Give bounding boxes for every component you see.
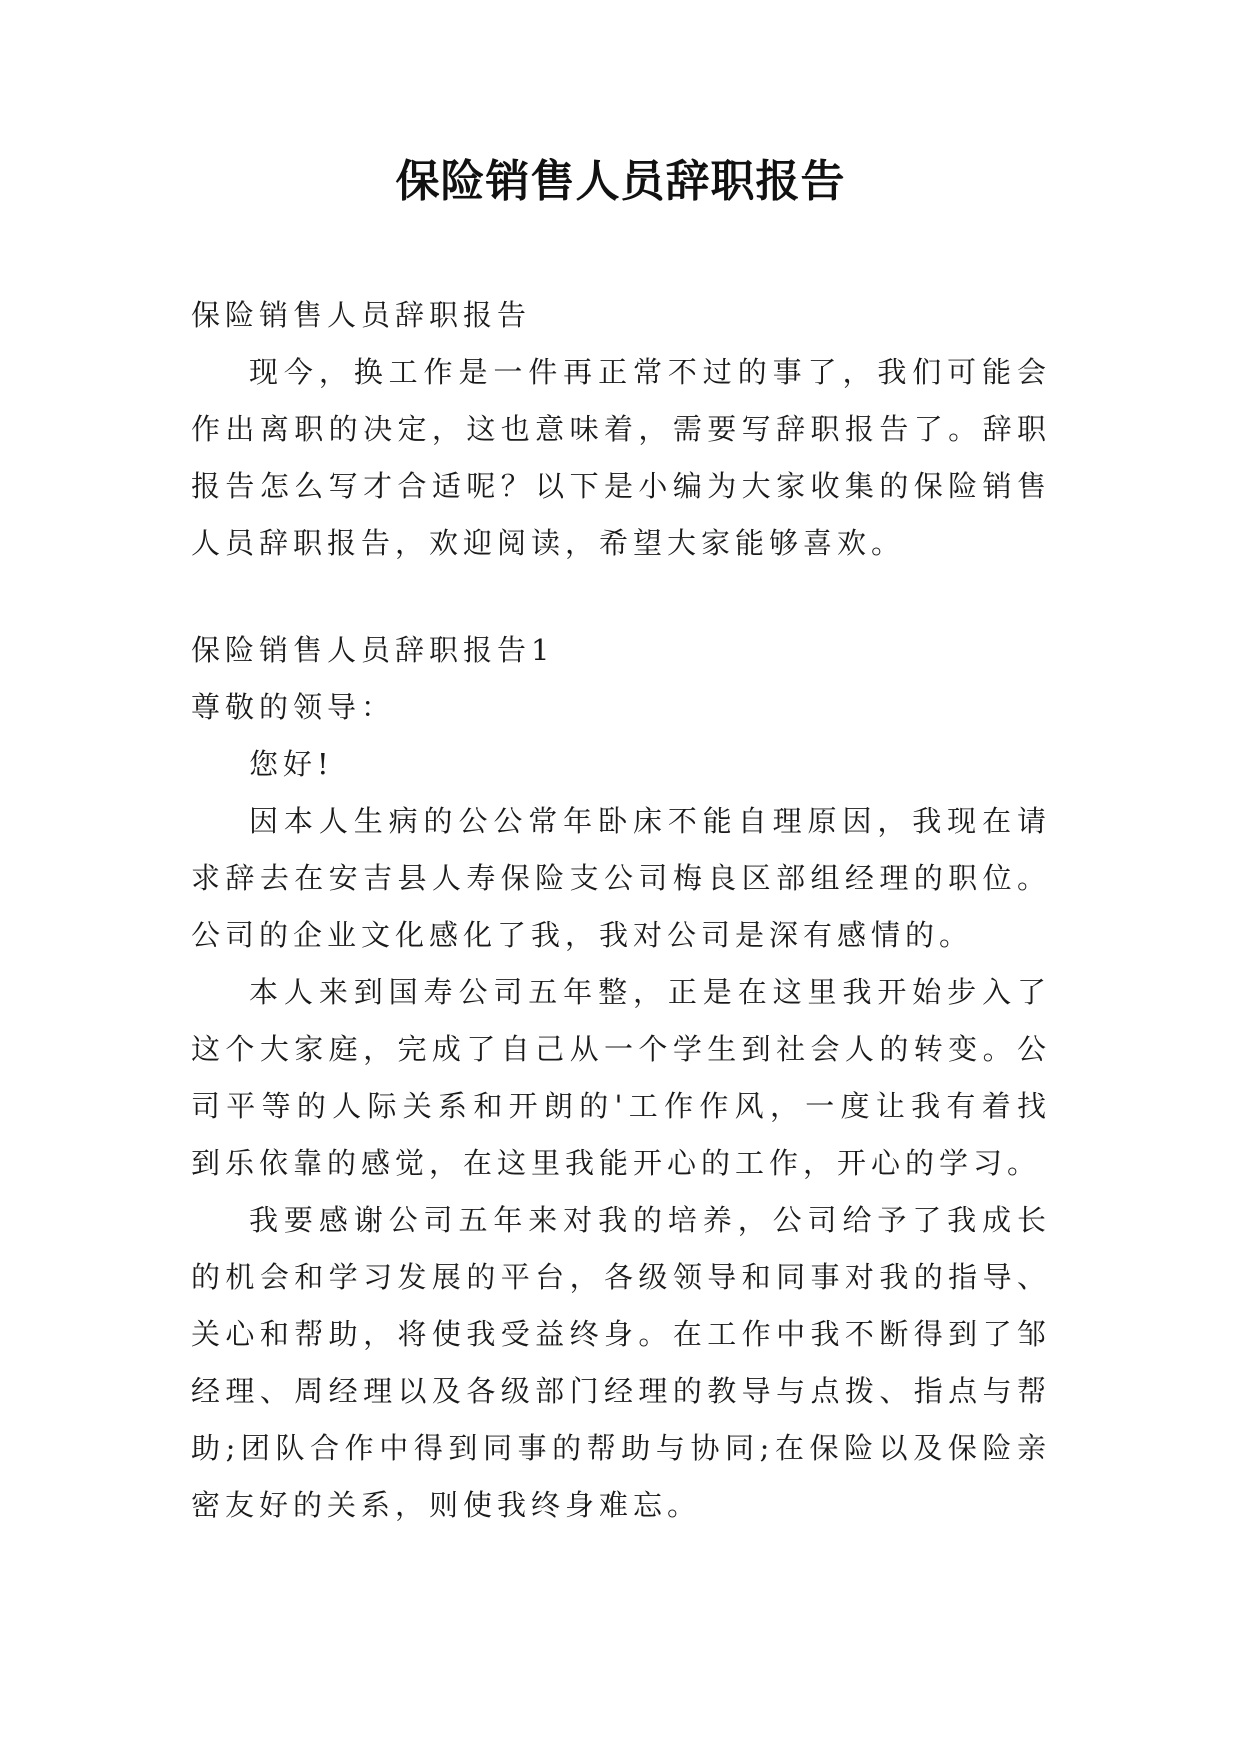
section-heading: 保险销售人员辞职报告1	[191, 633, 555, 667]
body-paragraph-2: 本人来到国寿公司五年整，正是在这里我开始步入了这个大家庭，完成了自己从一个学生到社会人的转变。公司平等的人际关系和开朗的'工作作风，一度让我有着找到乐依靠的感觉，在这里我能开心的工作，开心的学习。	[191, 975, 1051, 1180]
section-gap	[191, 572, 1051, 622]
body-paragraph-3: 我要感谢公司五年来对我的培养，公司给予了我成长的机会和学习发展的平台，各级领导和同事对我的指导、关心和帮助，将使我受益终身。在工作中我不断得到了邹经理、周经理以及各级部门经理的教导与点拨、指点与帮助;团队合作中得到同事的帮助与协同;在保险以及保险亲密友好的关系，则使我终身难忘。	[191, 1203, 1051, 1522]
document-body	[191, 287, 1051, 1534]
salutation: 尊敬的领导：	[191, 690, 396, 724]
greeting: 您好!	[249, 747, 334, 781]
intro-paragraph: 现今，换工作是一件再正常不过的事了，我们可能会作出离职的决定，这也意味着，需要写辞职报告了。辞职报告怎么写才合适呢？以下是小编为大家收集的保险销售人员辞职报告，欢迎阅读，希望大家能够喜欢。	[191, 355, 1051, 560]
document-title: 保险销售人员辞职报告	[395, 156, 846, 207]
subtitle-line: 保险销售人员辞职报告	[191, 298, 532, 332]
body-paragraph-1: 因本人生病的公公常年卧床不能自理原因，我现在请求辞去在安吉县人寿保险支公司梅良区部组经理的职位。公司的企业文化感化了我，我对公司是深有感情的。	[191, 804, 1051, 952]
